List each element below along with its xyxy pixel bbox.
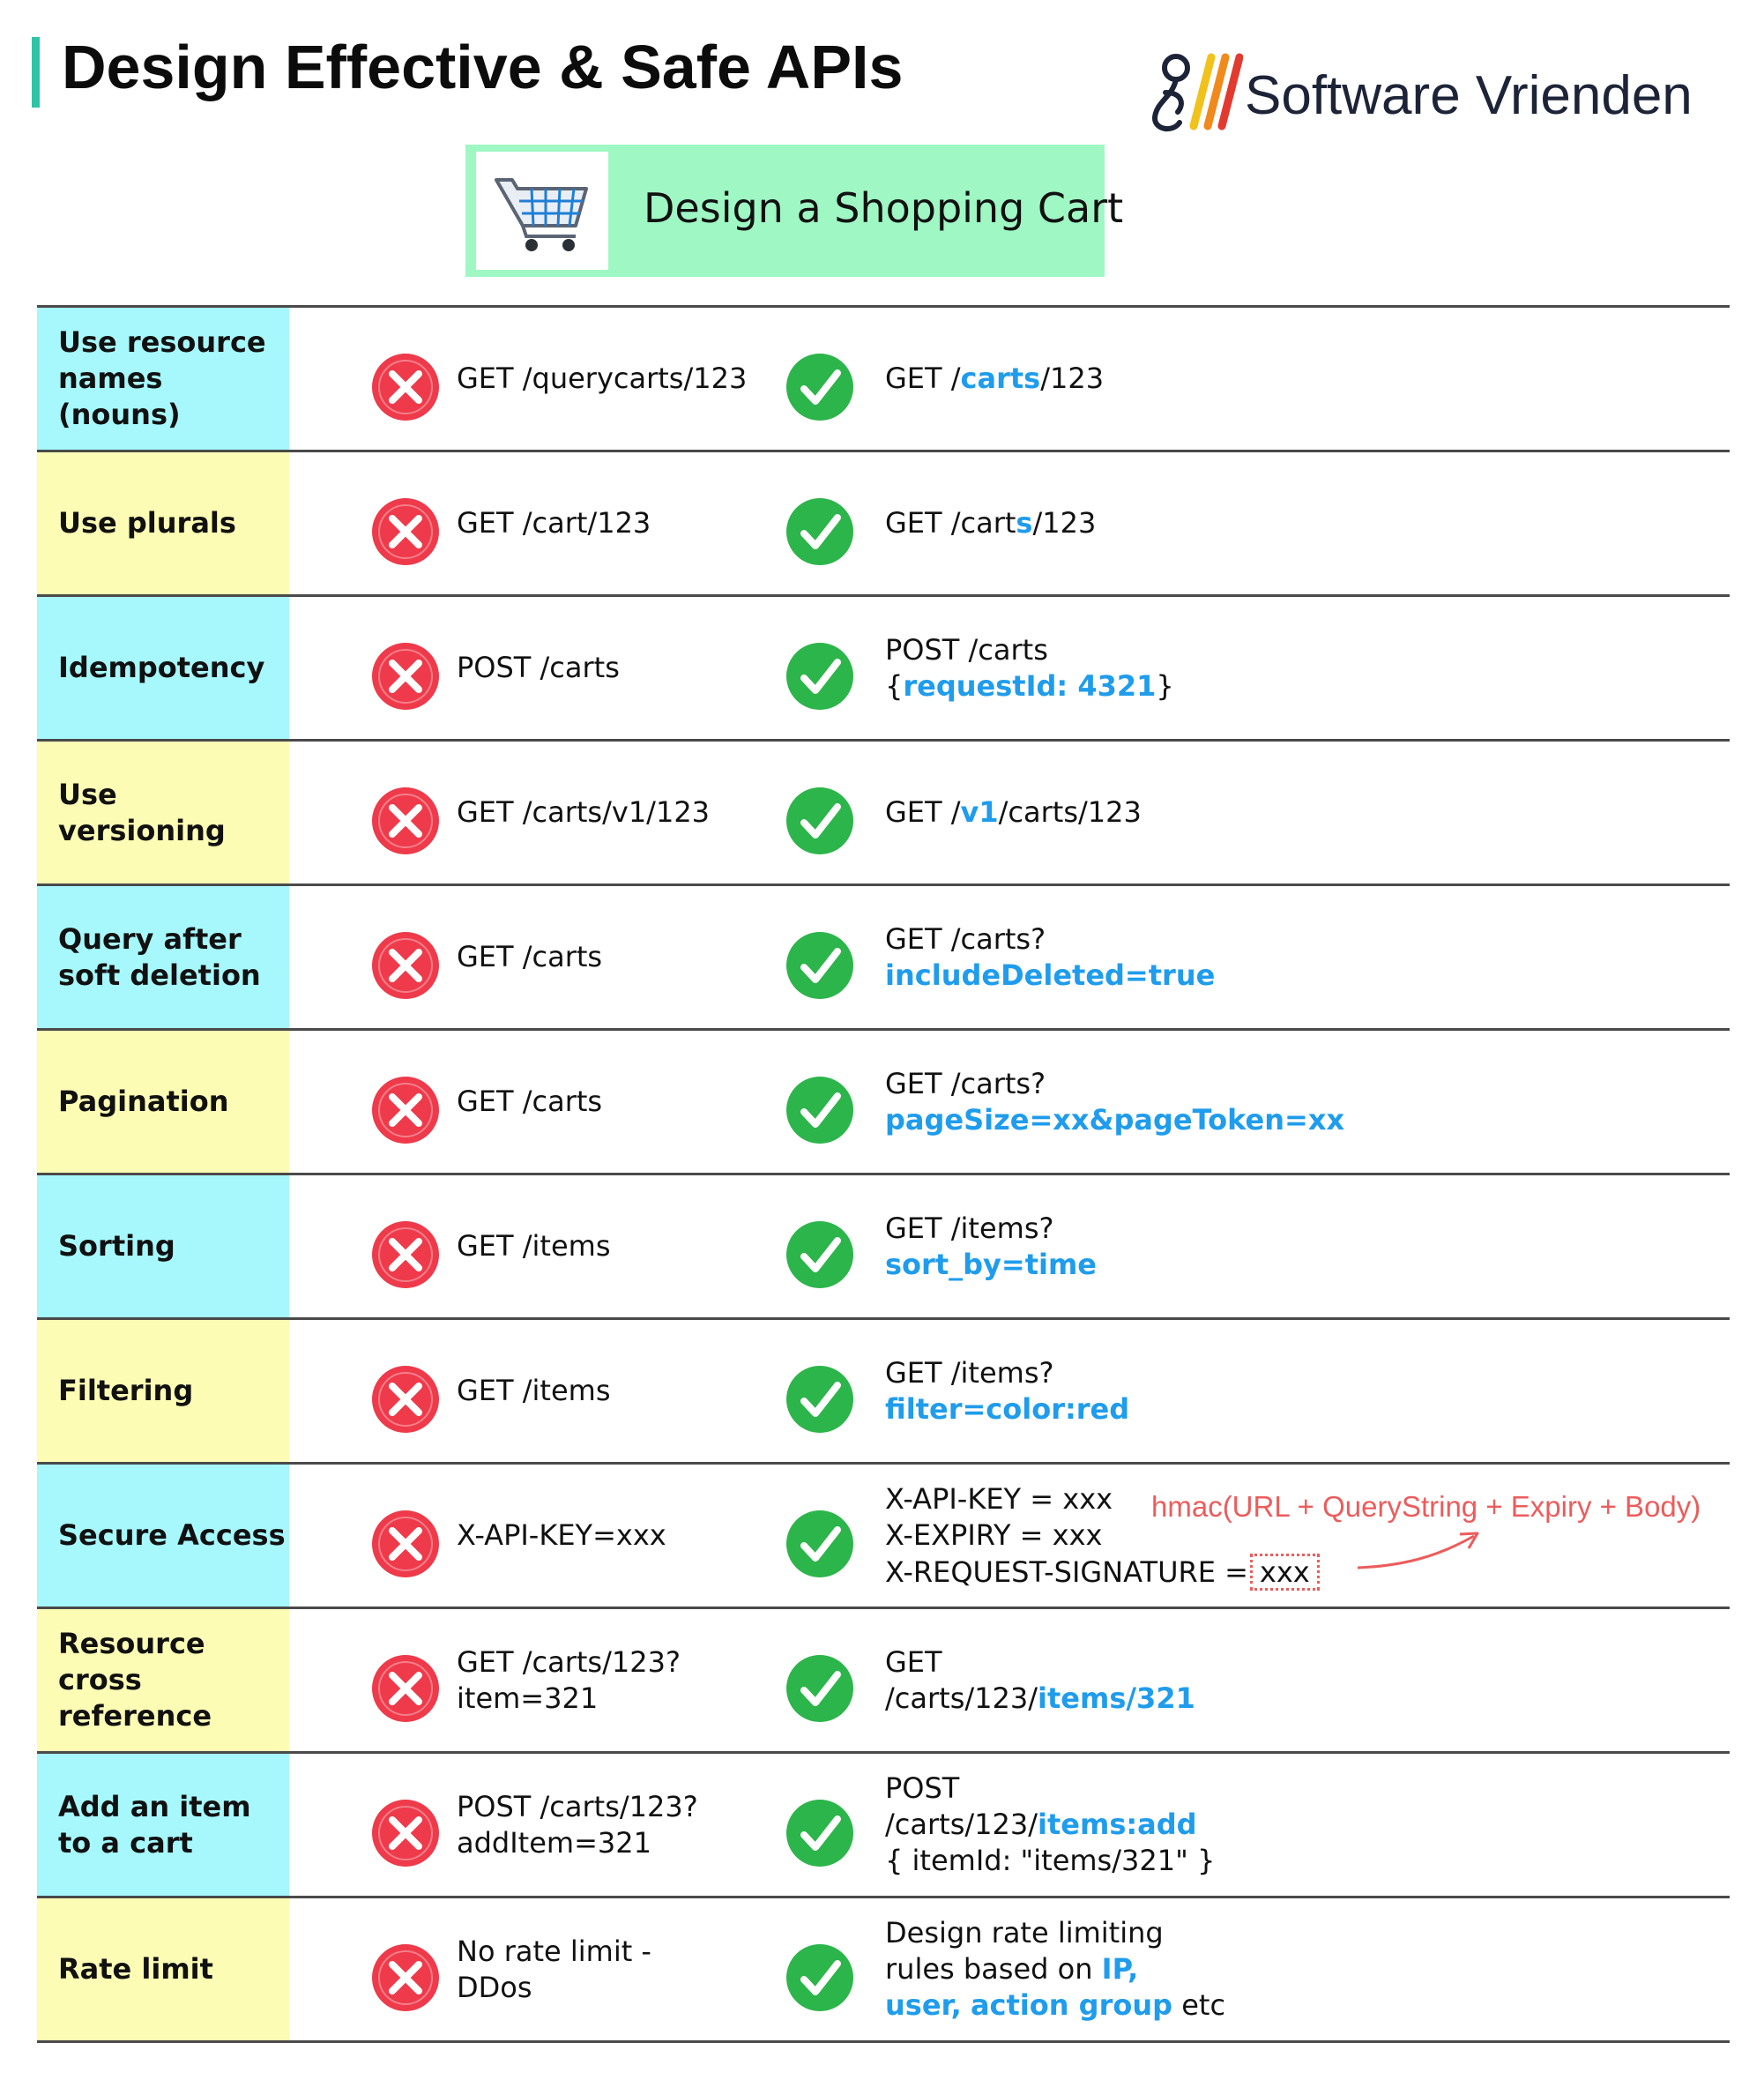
good-example [885,1175,1097,1317]
path-text: /123 [1032,506,1097,540]
good-example-line [885,958,1215,994]
good-example [885,1754,1215,1896]
good-example [885,597,1174,739]
bad-example-line [457,794,710,831]
row-label-text [58,1517,286,1554]
label-line [58,361,289,433]
bad-example-text: GET /carts [457,1085,603,1118]
software-vrienden-logo-icon [1146,48,1243,137]
bad-example [457,308,747,450]
bad-example [457,742,710,883]
bad-example [457,1754,698,1896]
row-label [37,1898,289,2040]
cross-icon [370,1075,441,1145]
label-line: soft deletion [58,958,261,992]
table-row [37,1896,1730,2040]
check-icon [785,786,855,856]
good-example [885,1465,1320,1607]
label-line: Filtering [58,1374,194,1407]
label-line [58,1373,193,1409]
desc-text: Design rate limiting [885,1916,1164,1950]
label-line [58,1084,228,1120]
cross-icon [370,1653,441,1724]
label-line: Use versioning [58,777,226,847]
cross-icon [370,1798,441,1868]
bad-example-text: GET /items [457,1374,611,1407]
table-bottom-line [37,2040,1730,2043]
bad-example [457,452,651,594]
desc-text: etc [1172,1988,1226,2022]
good-example-line [885,1247,1097,1283]
table-row [37,883,1730,1028]
good-example-line [885,1951,1225,1987]
good-example-line [885,632,1174,668]
desc-text: rules based on [885,1952,1102,1986]
label-line [58,1825,251,1861]
bad-example [457,886,602,1028]
table-row [37,305,1730,450]
path-text: POST [885,1771,960,1805]
header-text: X-REQUEST-SIGNATURE = [885,1554,1248,1589]
table-row [37,450,1730,594]
cross-icon [370,930,441,1001]
bad-example-line [457,1970,651,2006]
bad-example-text: GET /carts/v1/123 [457,795,711,829]
cross-icon [370,1364,441,1435]
good-example [885,452,1096,594]
good-example [885,308,1104,450]
check-icon [785,496,855,567]
label-line: Secure Access [58,1518,286,1552]
row-divider [37,1462,1730,1465]
good-example-line [885,1554,1320,1591]
check-icon [785,930,855,1001]
label-line [58,921,261,958]
bad-example-text: item=321 [457,1681,599,1715]
row-label [37,886,289,1028]
bad-example [457,1898,651,2040]
good-example [885,1609,1195,1751]
query-highlight: sort_by=time [885,1247,1097,1281]
shopping-cart-icon [491,168,593,256]
path-text: GET /items? [885,1211,1054,1245]
title-accent-bar [32,37,40,108]
bad-example-line [457,1789,698,1825]
label-line: Add an item [58,1789,251,1823]
good-example-line [885,1681,1195,1717]
check-icon [785,1364,855,1435]
label-line [58,1698,289,1734]
cross-icon [370,352,441,422]
row-label-text [58,1084,228,1120]
shopping-cart-banner [465,145,1124,277]
cross-icon [370,786,441,856]
bad-example-line [457,1934,651,1970]
cross-icon [370,496,441,567]
row-label [37,1031,289,1173]
label-line [58,1228,175,1264]
label-line: Use plurals [58,506,236,540]
label-line [58,1626,289,1698]
row-divider [37,1751,1730,1754]
path-text: GET /carts? [885,1066,1046,1100]
row-label-text [58,505,236,541]
signature-box: xxx [1250,1554,1320,1591]
path-highlight: v1 [960,795,999,829]
bad-example-text: No rate limit - [457,1934,651,1968]
label-line: Resource cross [58,1627,205,1696]
table-row [37,1607,1730,1751]
check-icon [785,1219,855,1290]
bad-example-line [457,1644,681,1681]
row-label-text [58,777,289,849]
bad-example [457,597,620,739]
row-divider [37,594,1730,597]
desc-highlight: action group [970,1988,1173,2022]
good-example-line [885,1066,1344,1102]
brace-text: } [1156,668,1174,703]
bad-example-line [457,1825,698,1861]
bad-example-text: POST /carts [457,651,620,684]
check-icon [785,641,855,712]
bad-example-text: GET /items [457,1229,611,1263]
bad-example [457,1175,610,1317]
good-example-line [885,1391,1129,1428]
label-line: Use resource [58,325,266,359]
label-line: Idempotency [58,651,265,684]
check-icon [785,1798,855,1868]
row-label [37,1754,289,1896]
row-label [37,1175,289,1317]
label-line [58,324,289,361]
row-label-text [58,1228,175,1264]
bad-example [457,1465,666,1607]
query-highlight: pageSize=xx&pageToken=xx [885,1102,1345,1137]
good-example-line [885,505,1096,541]
path-highlight: s [1016,506,1033,540]
label-line [58,1951,213,1987]
table-row [37,1173,1730,1317]
bad-example-text: X-API-KEY=xxx [457,1518,666,1552]
check-icon [785,1509,855,1579]
path-text: GET /cart [885,506,1016,540]
cart-image-box [476,152,608,270]
bad-example-line [457,1681,681,1717]
bad-example-line [457,939,602,975]
row-divider [37,1317,1730,1320]
header-text: X-API-KEY = xxx [885,1481,1113,1516]
check-icon [785,1942,855,2013]
row-label-text [58,650,264,686]
hmac-note: hmac(URL + QueryString + Expiry + Body) [1151,1490,1701,1523]
good-example-line [885,921,1215,958]
path-highlight: requestId: 4321 [903,668,1157,703]
logo-text: Software Vrienden [1245,65,1693,126]
bad-example-text: addItem=321 [457,1825,651,1860]
path-text: GET [885,1644,942,1679]
path-text: GET /carts? [885,921,1046,956]
row-label [37,1609,289,1751]
path-text: GET / [885,362,961,395]
good-example-line [885,794,1142,831]
label-line [58,1517,286,1554]
path-text: GET / [885,795,961,829]
check-icon [785,1075,855,1145]
bad-example-line [457,1517,666,1554]
bad-example [457,1031,602,1173]
label-line: names (nouns) [58,362,181,431]
path-highlight: items:add [1038,1808,1197,1841]
arrow-icon [1305,1525,1499,1587]
bad-example-text: GET /cart/123 [457,506,651,540]
brace-text: { [885,668,904,703]
path-text: /123 [1040,362,1105,395]
cross-icon [370,1509,441,1579]
good-example-line [885,1843,1215,1879]
check-icon [785,352,855,422]
check-icon [785,1653,855,1724]
space [962,1988,971,2022]
query-highlight: includeDeleted=true [885,958,1216,992]
row-label-text [58,921,261,994]
bad-example [457,1320,610,1462]
row-label-text [58,1951,213,1987]
label-line: Query after [58,921,242,956]
bad-example-text: GET /carts [457,940,603,973]
path-highlight: items/321 [1038,1681,1195,1715]
path-highlight: carts [960,362,1041,395]
row-divider [37,1173,1730,1175]
table-row [37,739,1730,883]
row-label [37,1465,289,1607]
bad-example-text: POST /carts/123? [457,1789,698,1823]
row-divider [37,305,1730,308]
path-text: /carts/123 [998,795,1142,829]
good-example [885,1898,1225,2040]
good-example-line [885,1211,1097,1247]
desc-highlight: IP, [1101,1952,1139,1986]
bad-example-text: DDos [457,1970,532,2004]
label-line [58,1789,251,1825]
label-line: reference [58,1699,212,1733]
label-line: Rate limit [58,1952,213,1986]
cross-icon [370,1942,441,2013]
good-example-line [885,1807,1215,1843]
row-divider [37,1896,1730,1898]
good-example [885,1320,1129,1462]
label-line [58,505,236,541]
bad-example-line [457,505,651,541]
label-line [58,777,289,849]
path-text: /carts/123/ [885,1808,1038,1841]
good-example-line [885,1102,1344,1138]
cross-icon [370,641,441,712]
bad-example-text: GET /carts/123? [457,1644,681,1679]
path-text: GET /items? [885,1355,1054,1390]
path-text: POST /carts [885,632,1048,667]
row-label [37,1320,289,1462]
good-example-line [885,668,1174,705]
bad-example-text: GET /querycarts/123 [457,362,748,395]
row-divider [37,1028,1730,1031]
bad-example-line [457,650,620,686]
page-title: Design Effective & Safe APIs [62,33,904,101]
good-example [885,1031,1344,1173]
good-example-line [885,1771,1215,1807]
good-example-line [885,1915,1225,1951]
body-text: { itemId: "items/321" } [885,1844,1216,1877]
row-label-text [58,1373,193,1409]
table-row [37,1317,1730,1462]
desc-highlight: user, [885,1988,962,2022]
row-divider [37,883,1730,886]
good-example-line [885,361,1104,397]
row-label-text [58,1626,289,1734]
label-line [58,650,264,686]
bad-example-line [457,1373,610,1409]
table-row [37,1751,1730,1896]
label-line: to a cart [58,1825,193,1860]
label-line [58,958,261,994]
banner-title: Design a Shopping Cart [644,184,1124,232]
bad-example-line [457,361,747,397]
row-divider [37,450,1730,452]
bad-example-line [457,1084,602,1120]
header-text: X-EXPIRY = xxx [885,1517,1103,1552]
good-example-line [885,1644,1195,1681]
row-label-text [58,324,289,433]
query-highlight: filter=color:red [885,1391,1130,1426]
table-row [37,594,1730,739]
cross-icon [370,1219,441,1290]
row-label [37,452,289,594]
label-line: Sorting [58,1229,175,1263]
table-row [37,1028,1730,1173]
row-divider [37,739,1730,742]
label-line: Pagination [58,1085,229,1118]
row-label [37,742,289,883]
bad-example [457,1609,681,1751]
row-label-text [58,1789,251,1861]
path-text: /carts/123/ [885,1681,1038,1715]
row-label [37,308,289,450]
row-divider [37,1607,1730,1609]
bad-example-line [457,1228,610,1264]
good-example-line [885,1987,1225,2024]
row-label [37,597,289,739]
good-example [885,886,1215,1028]
good-example-line [885,1355,1129,1391]
good-example [885,742,1142,883]
